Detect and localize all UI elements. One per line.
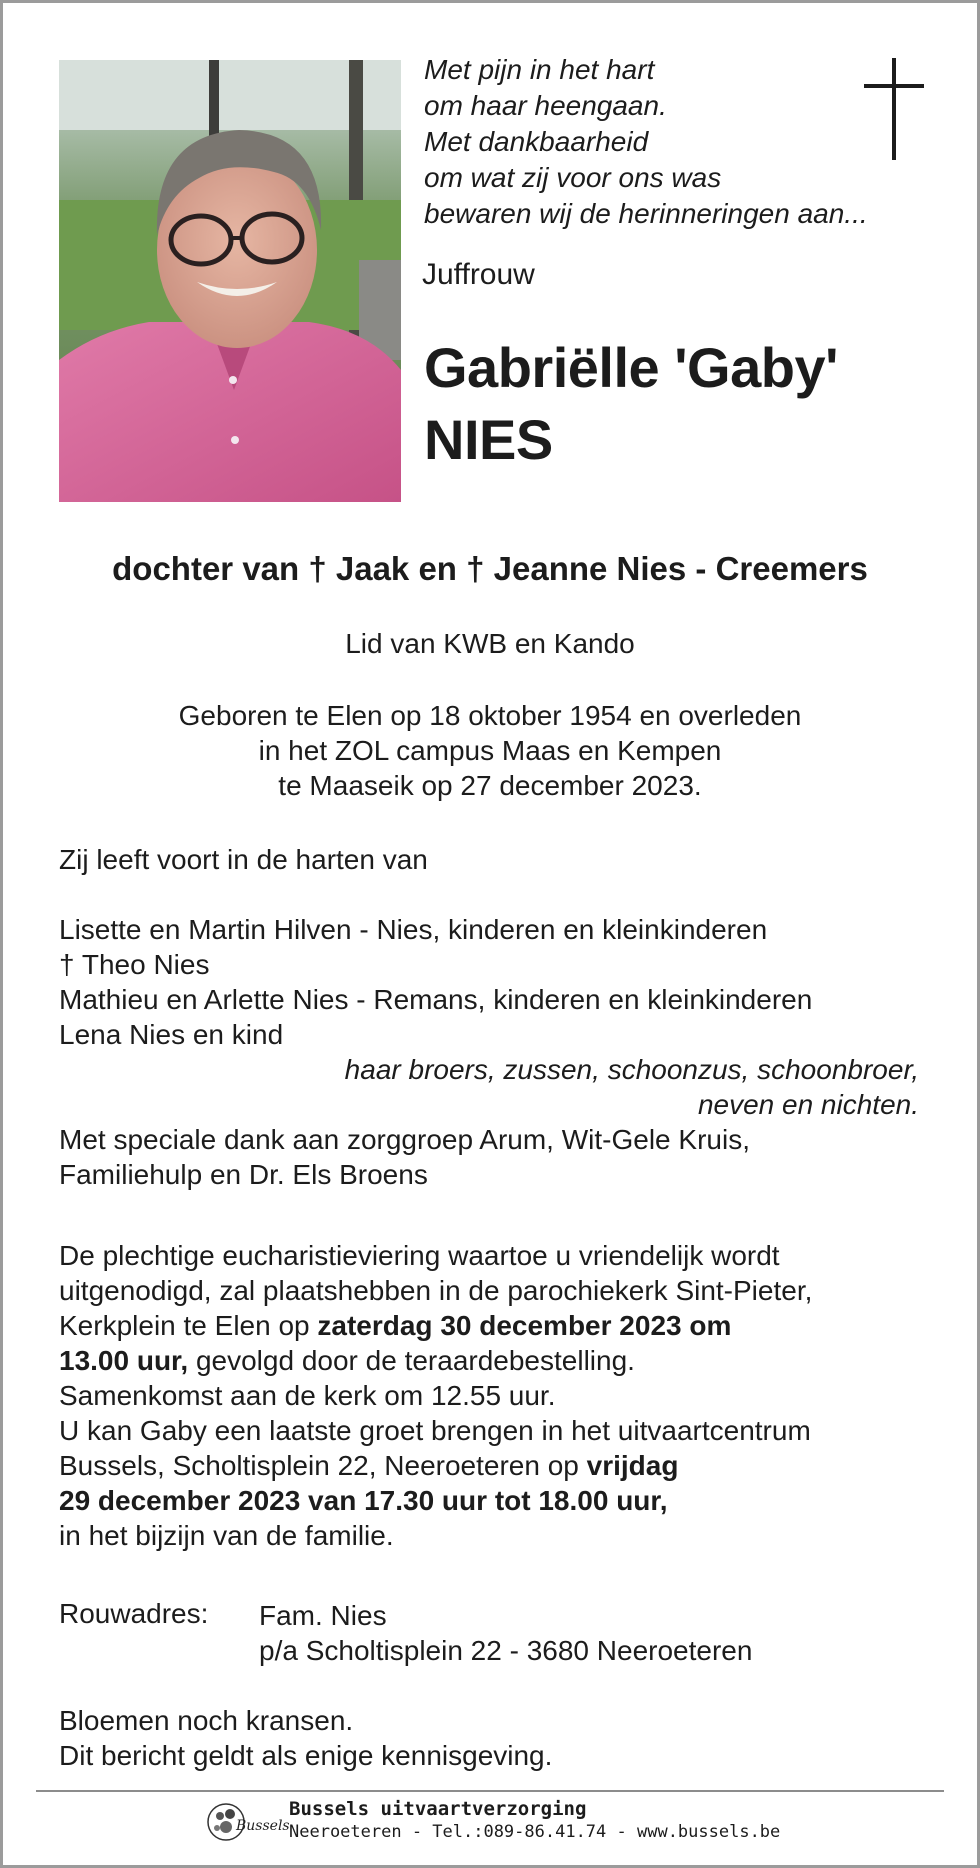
family-item: Lisette en Martin Hilven - Nies, kinderen en kleinkinderen	[59, 914, 768, 945]
funeral-home-contact: Neeroeteren - Tel.:089-86.41.74 - www.bussels.be	[289, 1822, 781, 1842]
intro-verse	[424, 52, 868, 232]
ceremony-line: in het bijzijn van de familie.	[59, 1520, 394, 1551]
closing-block	[59, 1703, 552, 1773]
visit-date-time: 29 december 2023 van 17.30 uur tot 18.00 uur,	[59, 1485, 668, 1516]
intro-line: Met dankbaarheid	[424, 126, 649, 157]
family-item: † Theo Nies	[59, 949, 210, 980]
relatives-lines	[345, 1052, 919, 1122]
ceremony-line	[59, 1483, 812, 1518]
ceremony-date: zaterdag 30 december 2023 om	[317, 1310, 732, 1341]
visit-day: vrijdag	[586, 1450, 679, 1481]
thanks-line: Familiehulp en Dr. Els Broens	[59, 1159, 428, 1190]
born-line: Geboren te Elen op 18 oktober 1954 en overleden	[178, 700, 802, 731]
ceremony-line: U kan Gaby een laatste groet brengen in het uitvaartcentrum	[59, 1415, 811, 1446]
portrait-photo	[59, 60, 401, 502]
footer-divider	[36, 1790, 944, 1792]
family-item: Lena Nies en kind	[59, 1019, 284, 1050]
membership-line: Lid van KWB en Kando	[345, 628, 635, 659]
ceremony-text: Kerkplein te Elen op	[59, 1310, 318, 1341]
mourning-address-line: Fam. Nies	[259, 1600, 387, 1631]
mourning-address-line: p/a Scholtisplein 22 - 3680 Neeroeteren	[259, 1635, 753, 1666]
born-line: te Maaseik op 27 december 2023.	[278, 770, 702, 801]
ceremony-line	[59, 1308, 812, 1343]
born-line: in het ZOL campus Maas en Kempen	[258, 735, 722, 766]
family-list	[59, 912, 812, 1052]
family-item: Mathieu en Arlette Nies - Remans, kinderen en kleinkinderen	[59, 984, 813, 1015]
relatives-line: neven en nichten.	[697, 1089, 919, 1120]
ceremony-time: 13.00 uur,	[59, 1345, 189, 1376]
ceremony-text: Bussels, Scholtisplein 22, Neeroeteren op	[59, 1450, 587, 1481]
relatives-line: haar broers, zussen, schoonzus, schoonbroer,	[344, 1054, 919, 1085]
thanks-line: Met speciale dank aan zorggroep Arum, Wit-Gele Kruis,	[59, 1124, 750, 1155]
ceremony-line: Samenkomst aan de kerk om 12.55 uur.	[59, 1380, 556, 1411]
parents-line: dochter van † Jaak en † Jeanne Nies - Creemers	[112, 550, 868, 587]
closing-line: Dit bericht geldt als enige kennisgeving.	[59, 1740, 553, 1771]
intro-line: bewaren wij de herinneringen aan...	[424, 198, 868, 229]
ceremony-line: uitgenodigd, zal plaatshebben in de parochiekerk Sint-Pieter,	[59, 1275, 813, 1306]
deceased-name	[424, 332, 838, 476]
intro-line: Met pijn in het hart	[424, 54, 655, 85]
honorific: Juffrouw	[422, 258, 535, 291]
ceremony-line	[59, 1448, 812, 1483]
ceremony-line	[59, 1343, 812, 1378]
svg-text:Bussels: Bussels	[236, 1818, 290, 1834]
cross-icon	[864, 58, 924, 165]
intro-line: om haar heengaan.	[424, 90, 667, 121]
ceremony-line: De plechtige eucharistieviering waartoe u vriendelijk wordt	[59, 1240, 780, 1271]
lives-on-line: Zij leeft voort in de harten van	[59, 844, 428, 875]
funeral-home-logo	[206, 1800, 290, 1849]
ceremony-text: gevolgd door de teraardebestelling.	[188, 1345, 635, 1376]
name-first: Gabriëlle 'Gaby'	[424, 336, 838, 399]
thanks-block	[59, 1122, 750, 1192]
mourning-address-label: Rouwadres:	[59, 1598, 209, 1629]
ceremony-block	[59, 1238, 812, 1553]
mourning-address	[259, 1598, 752, 1668]
funeral-home-name: Bussels uitvaartverzorging	[289, 1798, 587, 1820]
name-last: NIES	[424, 408, 553, 471]
intro-line: om wat zij voor ons was	[424, 162, 722, 193]
closing-line: Bloemen noch kransen.	[59, 1705, 354, 1736]
birth-death-info	[0, 698, 980, 803]
